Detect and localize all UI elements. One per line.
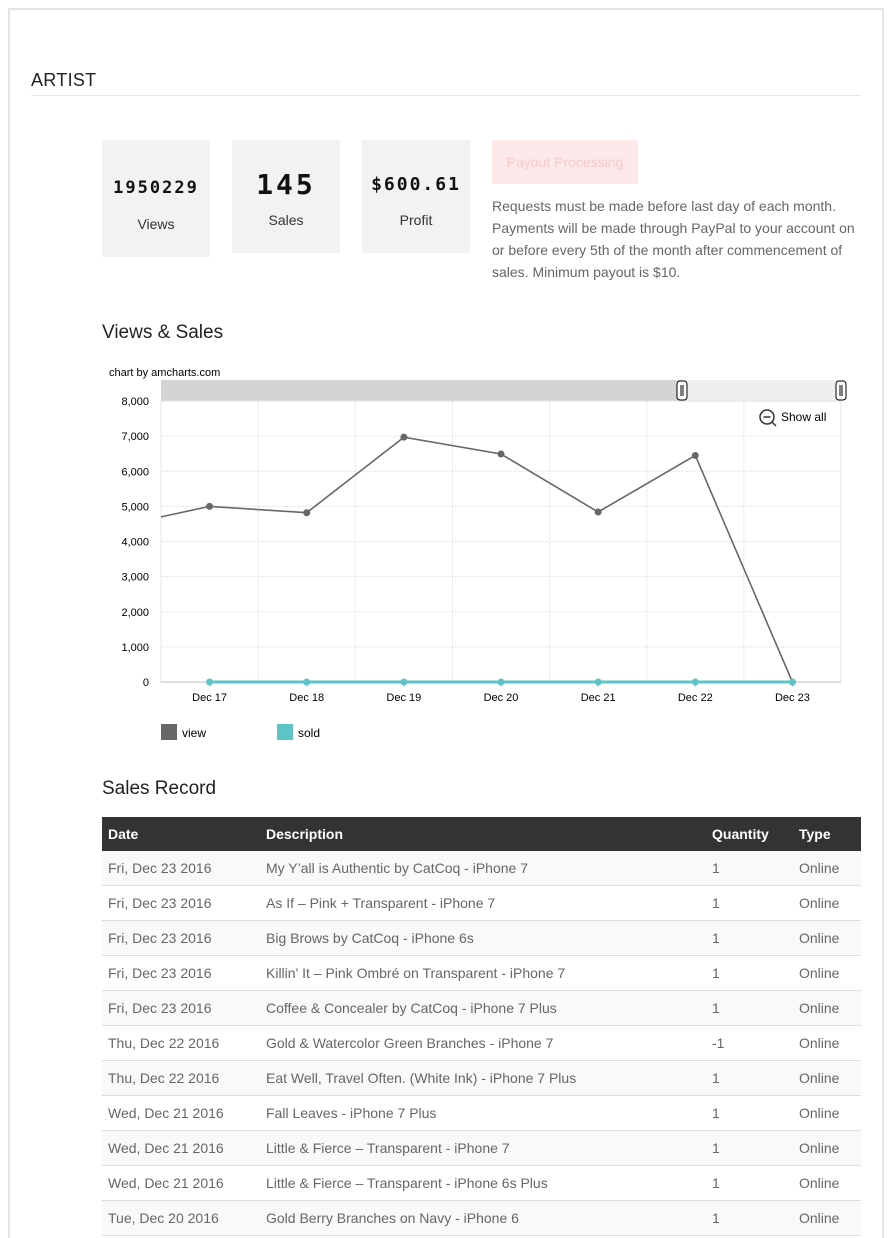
cell-qty: 1 bbox=[706, 1061, 793, 1096]
cell-description: Killin' It – Pink Ombré on Transparent - iPhone 7 bbox=[260, 956, 706, 991]
table-row bbox=[102, 1061, 861, 1096]
table-row bbox=[102, 1131, 861, 1166]
table-row bbox=[102, 921, 861, 956]
data-point-sold[interactable] bbox=[303, 679, 310, 686]
table-header-row bbox=[102, 817, 861, 851]
cell-date: Thu, Dec 22 2016 bbox=[102, 1061, 260, 1096]
y-tick-label: 7,000 bbox=[121, 431, 149, 444]
cell-type: Online bbox=[793, 851, 861, 886]
scrollbar-selection[interactable] bbox=[682, 380, 841, 401]
sales-table-body bbox=[102, 851, 861, 1236]
payout-note: Requests must be made before last day of each month. Payments will be made through PayPal to your account on or before every 5th of the month after commencement of sales. Minimum payout is $10. bbox=[492, 198, 855, 280]
cell-type: Online bbox=[793, 956, 861, 991]
cell-type: Online bbox=[793, 991, 861, 1026]
cell-date: Fri, Dec 23 2016 bbox=[102, 886, 260, 921]
cell-description: Gold Berry Branches on Navy - iPhone 6 bbox=[260, 1201, 706, 1236]
x-tick-label: Dec 20 bbox=[483, 692, 519, 704]
cell-description: Gold & Watercolor Green Branches - iPhone 7 bbox=[260, 1026, 706, 1061]
x-tick-label: Dec 18 bbox=[289, 692, 325, 704]
cell-description: My Y’all is Authentic by CatCoq - iPhone 7 bbox=[260, 851, 706, 886]
data-point-view[interactable] bbox=[303, 509, 310, 516]
y-tick-label: 0 bbox=[142, 677, 149, 689]
y-tick-label: 5,000 bbox=[121, 501, 149, 514]
cell-date: Thu, Dec 22 2016 bbox=[102, 1026, 260, 1061]
cell-description: Little & Fierce – Transparent - iPhone 7 bbox=[260, 1131, 706, 1166]
cell-type: Online bbox=[793, 1026, 861, 1061]
table-row bbox=[102, 1166, 861, 1201]
title-divider bbox=[31, 95, 861, 96]
table-row bbox=[102, 1026, 861, 1061]
chart-legend bbox=[161, 724, 320, 740]
x-tick-label: Dec 22 bbox=[677, 692, 713, 704]
chart-scrollbar[interactable] bbox=[161, 380, 846, 401]
data-point-view[interactable] bbox=[595, 508, 602, 515]
scrollbar-right-grip-icon[interactable] bbox=[836, 381, 846, 400]
cell-qty: 1 bbox=[706, 1096, 793, 1131]
cell-qty: 1 bbox=[706, 1166, 793, 1201]
y-tick-label: 4,000 bbox=[121, 536, 149, 549]
y-axis bbox=[121, 396, 149, 689]
col-description[interactable]: Description bbox=[260, 817, 706, 851]
sales-record-title: Sales Record bbox=[102, 778, 217, 799]
sales-count: 145 bbox=[256, 168, 316, 201]
legend-swatch-view[interactable] bbox=[161, 724, 177, 740]
data-point-sold[interactable] bbox=[498, 679, 505, 686]
cell-qty: 1 bbox=[706, 991, 793, 1026]
data-point-sold[interactable] bbox=[692, 679, 699, 686]
y-tick-label: 8,000 bbox=[121, 396, 149, 408]
col-quantity[interactable]: Quantity bbox=[706, 817, 793, 851]
cell-qty: 1 bbox=[706, 921, 793, 956]
cell-type: Online bbox=[793, 1201, 861, 1236]
views-sales-title: Views & Sales bbox=[102, 322, 224, 343]
data-point-sold[interactable] bbox=[595, 679, 602, 686]
table-row bbox=[102, 1201, 861, 1236]
cell-type: Online bbox=[793, 1096, 861, 1131]
cell-type: Online bbox=[793, 886, 861, 921]
chart-credit[interactable]: chart by amcharts.com bbox=[109, 367, 221, 379]
table-row bbox=[102, 1096, 861, 1131]
data-point-view[interactable] bbox=[498, 451, 505, 458]
legend-label-view[interactable]: view bbox=[182, 726, 207, 740]
profit-label: Profit bbox=[399, 212, 433, 228]
data-point-sold[interactable] bbox=[400, 679, 407, 686]
cell-description: Eat Well, Travel Often. (White Ink) - iPhone 7 Plus bbox=[260, 1061, 706, 1096]
profit-stat-card bbox=[362, 140, 470, 253]
cell-date: Wed, Dec 21 2016 bbox=[102, 1131, 260, 1166]
data-point-view[interactable] bbox=[692, 452, 699, 459]
col-type[interactable]: Type bbox=[793, 817, 861, 851]
cell-type: Online bbox=[793, 1166, 861, 1201]
cell-qty: -1 bbox=[706, 1026, 793, 1061]
cell-type: Online bbox=[793, 921, 861, 956]
table-row bbox=[102, 991, 861, 1026]
sales-stat-card bbox=[232, 140, 340, 253]
sales-label: Sales bbox=[268, 212, 304, 228]
y-tick-label: 3,000 bbox=[121, 571, 149, 584]
y-tick-label: 2,000 bbox=[121, 606, 149, 619]
data-point-sold[interactable] bbox=[206, 679, 213, 686]
col-date[interactable]: Date bbox=[102, 817, 260, 851]
views-label: Views bbox=[137, 216, 175, 232]
cell-qty: 1 bbox=[706, 1131, 793, 1166]
views-sales-chart bbox=[100, 360, 860, 752]
legend-swatch-sold[interactable] bbox=[277, 724, 293, 740]
cell-date: Fri, Dec 23 2016 bbox=[102, 991, 260, 1026]
show-all-label[interactable]: Show all bbox=[781, 410, 827, 424]
cell-qty: 1 bbox=[706, 851, 793, 886]
views-stat-card bbox=[102, 140, 210, 257]
y-tick-label: 1,000 bbox=[121, 641, 149, 654]
data-point-sold[interactable] bbox=[789, 679, 796, 686]
cell-description: As If – Pink + Transparent - iPhone 7 bbox=[260, 886, 706, 921]
cell-description: Little & Fierce – Transparent - iPhone 6s Plus bbox=[260, 1166, 706, 1201]
cell-date: Fri, Dec 23 2016 bbox=[102, 921, 260, 956]
cell-date: Fri, Dec 23 2016 bbox=[102, 851, 260, 886]
table-row bbox=[102, 886, 861, 921]
x-tick-label: Dec 21 bbox=[580, 692, 616, 704]
table-row bbox=[102, 956, 861, 991]
cell-qty: 1 bbox=[706, 956, 793, 991]
x-tick-label: Dec 19 bbox=[386, 692, 422, 704]
cell-date: Wed, Dec 21 2016 bbox=[102, 1166, 260, 1201]
cell-description: Fall Leaves - iPhone 7 Plus bbox=[260, 1096, 706, 1131]
data-point-view[interactable] bbox=[400, 434, 407, 441]
x-tick-label: Dec 17 bbox=[192, 692, 228, 704]
table-row bbox=[102, 851, 861, 886]
cell-type: Online bbox=[793, 1061, 861, 1096]
cell-date: Fri, Dec 23 2016 bbox=[102, 956, 260, 991]
cell-description: Big Brows by CatCoq - iPhone 6s bbox=[260, 921, 706, 956]
page-title: ARTIST bbox=[31, 70, 97, 90]
cell-qty: 1 bbox=[706, 886, 793, 921]
y-tick-label: 6,000 bbox=[121, 466, 149, 479]
cell-date: Tue, Dec 20 2016 bbox=[102, 1201, 260, 1236]
cell-type: Online bbox=[793, 1131, 861, 1166]
data-point-view[interactable] bbox=[206, 503, 213, 510]
legend-label-sold[interactable]: sold bbox=[298, 726, 321, 740]
scrollbar-left-grip-icon[interactable] bbox=[677, 381, 687, 400]
payout-processing-button[interactable]: Payout Processing bbox=[492, 140, 638, 184]
profit-amount: $600.61 bbox=[371, 174, 461, 195]
cell-description: Coffee & Concealer by CatCoq - iPhone 7 Plus bbox=[260, 991, 706, 1026]
views-count: 1950229 bbox=[113, 178, 199, 198]
cell-date: Wed, Dec 21 2016 bbox=[102, 1096, 260, 1131]
sales-record-table bbox=[102, 817, 861, 1236]
cell-qty: 1 bbox=[706, 1201, 793, 1236]
x-tick-label: Dec 23 bbox=[774, 692, 810, 704]
